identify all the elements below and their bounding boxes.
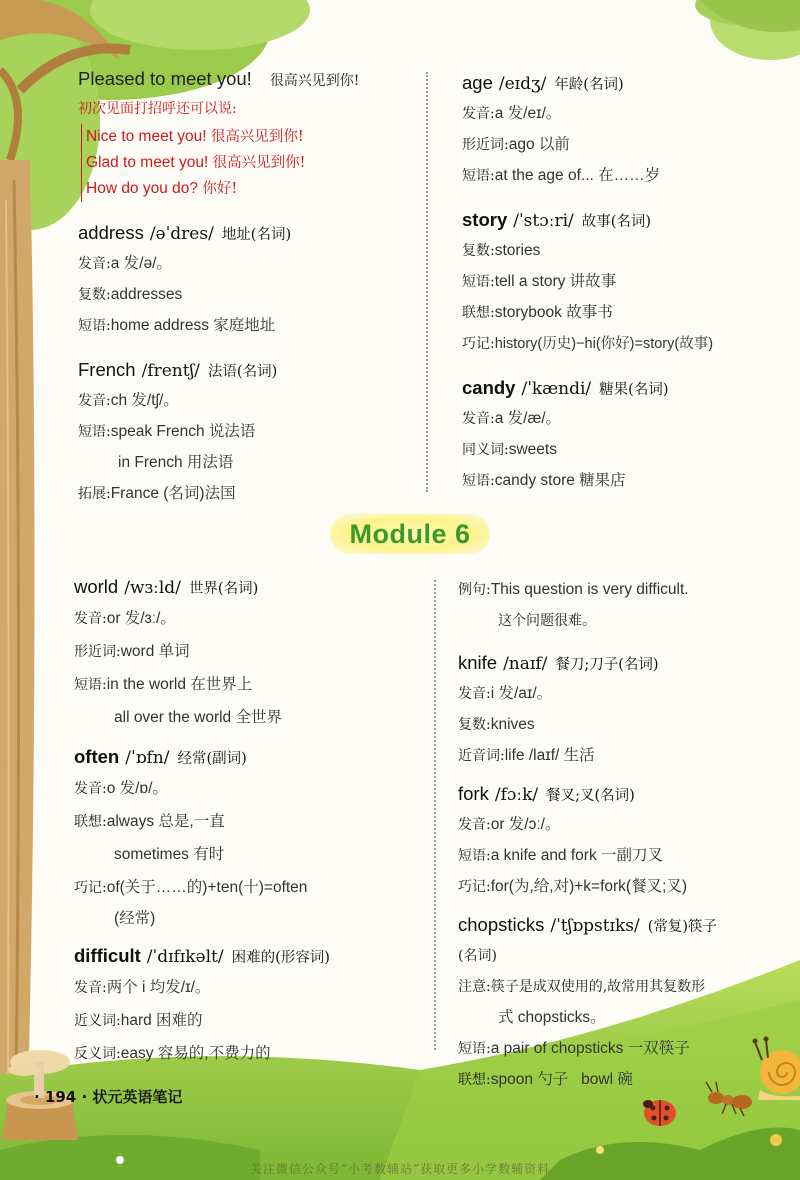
greeting-title-en: Pleased to meet you! — [78, 68, 252, 89]
column-divider-bottom — [434, 580, 436, 1050]
module-title — [330, 512, 490, 556]
greeting-subtitle: 初次见面打招呼还可以说: — [78, 101, 237, 117]
entry-headword: French /frentʃ/ 法语(名词) — [78, 359, 278, 381]
bottom-left-column — [74, 574, 414, 1086]
entry-age: age /eɪdʒ/ 年龄(名词) 发音:a 发/eɪ/。 形近词:ago 以前 短语:at the age of... 在……岁 — [462, 72, 661, 184]
entry-candy: candy /ˈkændi/ 糖果(名词) 发音:a 发/æ/。 同义词:sweets 短语:candy store 糖果店 — [462, 377, 669, 489]
top-left-column — [78, 66, 408, 525]
greeting-alt: How do you do? 你好! — [86, 180, 238, 197]
greeting-title-zh: 很高兴见到你! — [269, 73, 360, 89]
module-title-text: Module 6 — [349, 518, 471, 549]
bottom-right-column — [458, 574, 794, 1111]
entry-address: address /əˈdres/ 地址(名词) 发音:a 发/ə/。 复数:addresses 短语:home address 家庭地址 — [78, 220, 408, 341]
entry-story: story /ˈstɔːri/ 故事(名词) 复数:stories 短语:tell a story 讲故事 联想:storybook 故事书 巧记:history(历史)−hi(你好)=story(故事) — [462, 209, 714, 352]
bottom-watermark-text: 关注微信公众号“小考数辅站”获取更多小学数辅资料 — [249, 1162, 551, 1176]
entry-often: often /ˈɒfn/ 经常(副词) 发音:o 发/ɒ/。 联想:always 总是,一直 sometimes 有时 巧记:of(关于……的)+ten(十)=often (经常) — [74, 746, 308, 927]
greeting-alternatives — [81, 124, 408, 202]
entry-headword: address /əˈdres/ 地址(名词) — [78, 222, 292, 244]
greeting-alt: Glad to meet you! 很高兴见到你! — [86, 154, 306, 171]
page-number-label: · 194 · 状元英语笔记 — [34, 1088, 183, 1106]
entry-difficult: difficult /ˈdɪfɪkəlt/ 困难的(形容词) 发音:两个 i 均发/ɪ/。 近义词:hard 困难的 反义词:easy 容易的,不费力的 — [74, 945, 330, 1062]
example-sentence: 例句:This question is very difficult. 这个问题很难。 — [458, 581, 689, 629]
column-divider-top — [426, 72, 428, 492]
entry-chopsticks: chopsticks /ˈtʃɒpstɪks/ (常复)筷子 (名词) 注意:筷子是成双使用的,故常用其复数形 式 chopsticks。 短语:a pair of chopsticks 一双筷子 联想:spoon 勺子 bowl 碗 — [458, 914, 718, 1088]
greeting-block — [78, 66, 408, 202]
top-right-column — [462, 70, 792, 512]
greeting-title — [78, 66, 408, 94]
entry-world: world /wɜːld/ 世界(名词) 发音:or 发/ɜː/。 形近词:word 单词 短语:in the world 在世界上 all over the world 全世界 — [74, 576, 282, 726]
entry-fork: fork /fɔːk/ 餐叉;叉(名词) 发音:or 发/ɔː/。 短语:a knife and fork 一副刀叉 巧记:for(为,给,对)+k=fork(餐叉;叉) — [458, 783, 688, 895]
entry-french: French /frentʃ/ 法语(名词) 发音:ch 发/tʃ/。 短语:speak French 说法语 in French 用法语 拓展:France (名词)法国 — [78, 357, 408, 509]
greeting-alt: Nice to meet you! 很高兴见到你! — [86, 128, 304, 145]
entry-knife: knife /naɪf/ 餐刀;刀子(名词) 发音:i 发/aɪ/。 复数:knives 近音词:life /laɪf/ 生活 — [458, 652, 659, 764]
tree-trunk-left — [0, 160, 35, 1100]
